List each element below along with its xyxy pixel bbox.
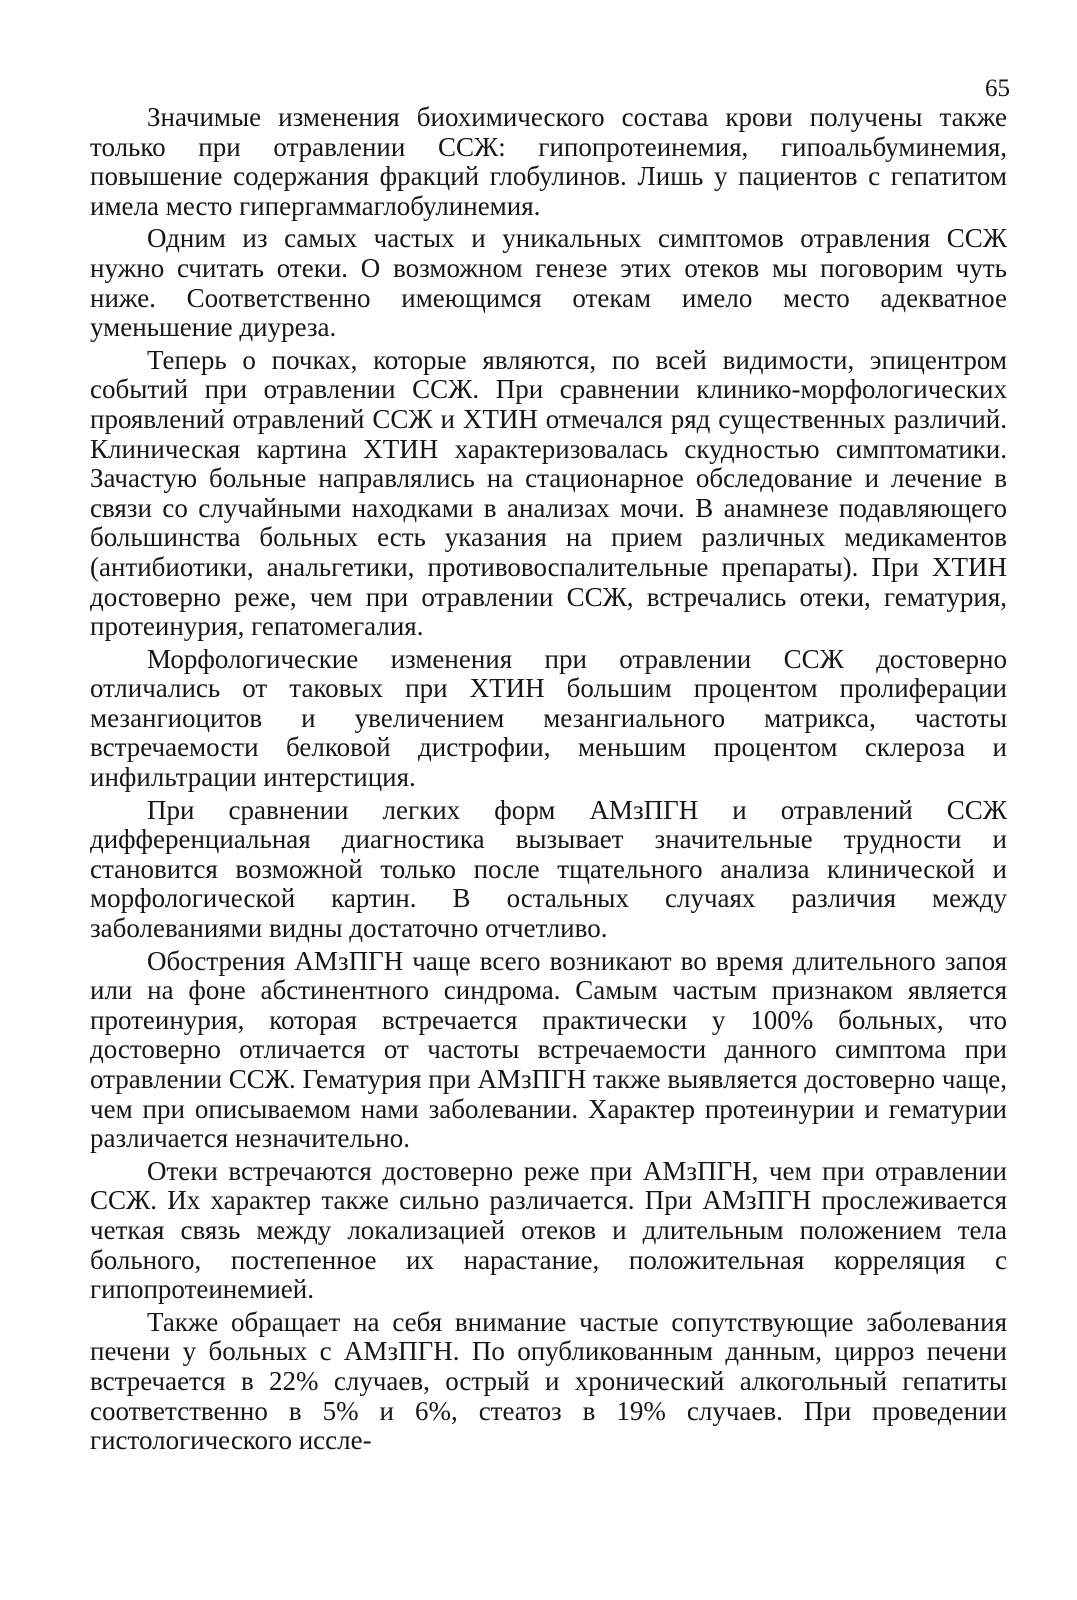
paragraph: Морфологические изменения при отравлении ССЖ достоверно отличались от таковых при ХТИН большим процентом пролиферации мезангиоцитов и увеличением мезангиального матрикса, частоты встречаемости белковой дистрофии, меньшим процентом склероза и инфильтрации интерстиция. — [90, 643, 1007, 793]
paragraph: Значимые изменения биохимического состава крови получены также только при отравлении ССЖ: гипопротеинемия, гипоальбуминемия, повышение содержания фракций глобулинов. Лишь у пациентов с гепатитом имела место гипергаммаглобулинемия. — [90, 102, 1007, 221]
body-text — [90, 103, 1007, 1456]
paragraph: При сравнении легких форм АМзПГН и отравлений ССЖ дифференциальная диагностика вызывает значительные трудности и становится возможной только после тщательного анализа клинической и морфологической картин. В остальных случаях различия между заболеваниями видны достаточно отчетливо. — [90, 794, 1007, 944]
paragraph: Одним из самых частых и уникальных симптомов отравления ССЖ нужно считать отеки. О возможном генезе этих отеков мы поговорим чуть ниже. Соответственно имеющимся отекам имело место адекватное уменьшение диуреза. — [90, 223, 1007, 343]
paragraph: Обострения АМзПГН чаще всего возникают во время длительного запоя или на фоне абстинентного синдрома. Самым частым признаком является протеинурия, которая встречается практически у 100% больных, что достоверно отличается от частоты встречаемости данного симптома при отравлении ССЖ. Гематурия при АМзПГН также выявляется достоверно чаще, чем при описываемом нами заболевании. Характер протеинурии и гематурии различается незначительно. — [90, 945, 1007, 1154]
paragraph: Отеки встречаются достоверно реже при АМзПГН, чем при отравлении ССЖ. Их характер также сильно различается. При АМзПГН прослеживается четкая связь между локализацией отеков и длительным положением тела больного, постепенное их нарастание, положительная корреляция с гипопротеинемией. — [90, 1155, 1007, 1305]
paragraph: Теперь о почках, которые являются, по всей видимости, эпицентром событий при отравлении ССЖ. При сравнении клинико-морфологических проявлений отравлений ССЖ и ХТИН отмечался ряд существенных различий. Клиническая картина ХТИН характеризовалась скудностью симптоматики. Зачастую больные направлялись на стационарное обследование и лечение в связи со случайными находками в анализах мочи. В анамнезе подавляющего большинства больных есть указания на прием различных медикаментов (антибиотики, анальгетики, противовоспалительные препараты). При ХТИН достоверно реже, чем при отравлении ССЖ, встречались отеки, гематурия, протеинурия, гепатомегалия. — [90, 344, 1007, 642]
page-number: 65 — [985, 75, 1010, 102]
paragraph: Также обращает на себя внимание частые сопутствующие заболевания печени у больных с АМзПГН. По опубликованным данным, цирроз печени встречается в 22% случаев, острый и хронический алкогольный гепатиты соответственно в 5% и 6%, стеатоз в 19% случаев. При проведении гистологического иссле- — [90, 1306, 1007, 1456]
